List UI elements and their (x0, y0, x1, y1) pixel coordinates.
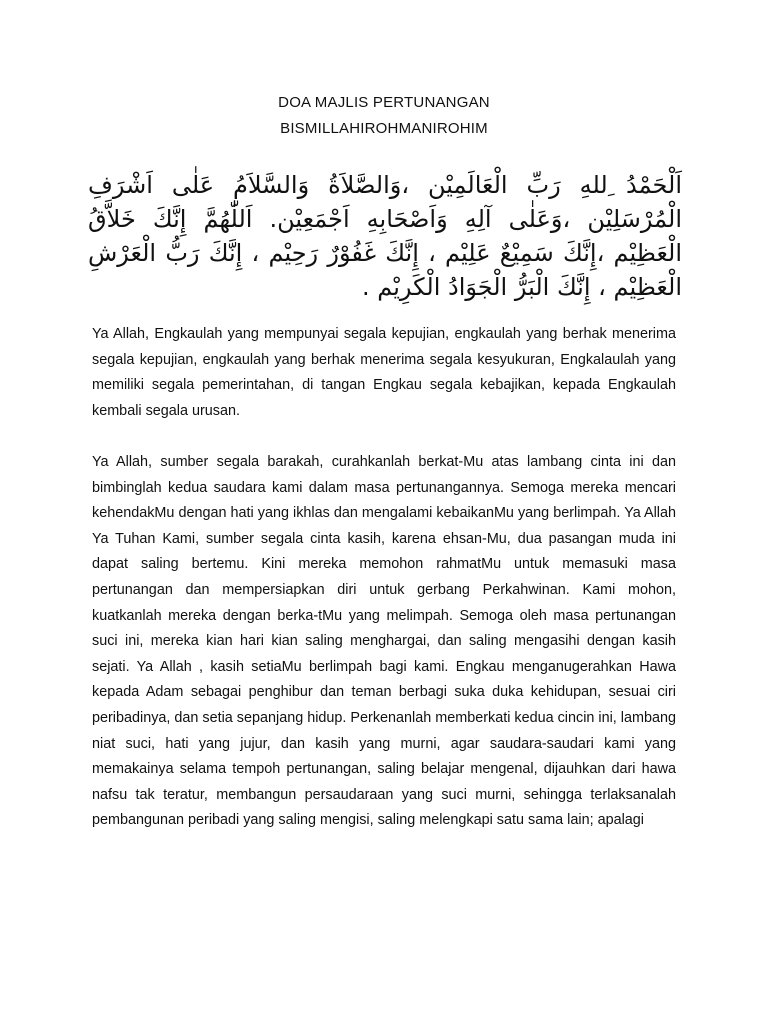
title-block (0, 90, 768, 142)
paragraph-2: Ya Allah, sumber segala barakah, curahkanlah berkat-Mu atas lambang cinta ini dan bimbinglah kedua saudara kami dalam masa pertunangannya. Semoga mereka mencari kehendakMu dengan hati yang ikhlas dan mengalami kebaikanMu yang berlimpah. Ya Allah Ya Tuhan Kami, sumber segala cinta kasih, karena ehsan-Mu, dua pasangan muda ini dapat saling bertemu. Kini mereka memohon rahmatMu untuk memasuki masa pertunangan dan mempersiapkan diri untuk gerbang Perkahwinan. Kami mohon, kuatkanlah mereka dengan berka-tMu yang melimpah. Semoga oleh masa pertunangan suci ini, mereka kian hari kian saling menghargai, dan saling mengasihi dengan kasih sejati. Ya Allah , kasih setiaMu berlimpah bagi kami. Engkau menganugerahkan Hawa kepada Adam sebagai penghibur dan teman berbagi suka duka kehidupan, sesuai ciri peribadinya, dan setia sepanjang hidup. Perkenanlah memberkati kedua cincin ini, lambang niat suci, hati yang jujur, dan kasih yang murni, agar saudara-saudari kami yang memakainya selama tempoh pertunangan, saling belajar mengenal, dijauhkan dari hawa nafsu tak teratur, membangun persaudaraan yang suci murni, sehingga terlaksanalah pembangunan peribadi yang saling mengisi, saling melengkapi satu sama lain; apalagi (92, 454, 676, 829)
document-subtitle: BISMILLAHIROHMANIROHIM (280, 120, 488, 137)
arabic-prayer: اَلْحَمْدُ ِللهِ رَبِّ الْعَالَمِيْن ،وَالصَّلاَةُ وَالسَّلاَمُ عَلٰى اَشْرَفِ الْمُرْسَلِيْن ،وَعَلٰى آلِهِ وَاَصْحَابِهِ اَجْمَعِيْن. اَللّٰهُمَّ إِنَّكَ خَلاَّقُ الْعَظِيْم ،إِنَّكَ سَمِيْعٌ عَلِيْم ، إِنَّكَ غَفُوْرٌ رَحِيْم ، إِنَّكَ رَبُّ الْعَرْشِ الْعَظِيْم ، إِنَّكَ الْبَرُّ الْجَوَادُ الْكَرِيْم . (88, 171, 682, 301)
document-title: DOA MAJLIS PERTUNANGAN (278, 94, 490, 111)
paragraph-1: Ya Allah, Engkaulah yang mempunyai segala kepujian, engkaulah yang berhak menerima segala kepujian, engkaulah yang berhak menerima segala kesyukuran, Engkalaulah yang memiliki segala pemerintahan, di tangan Engkau segala kebajikan, kepada Engkaulah kembali segala urusan. (92, 326, 676, 419)
